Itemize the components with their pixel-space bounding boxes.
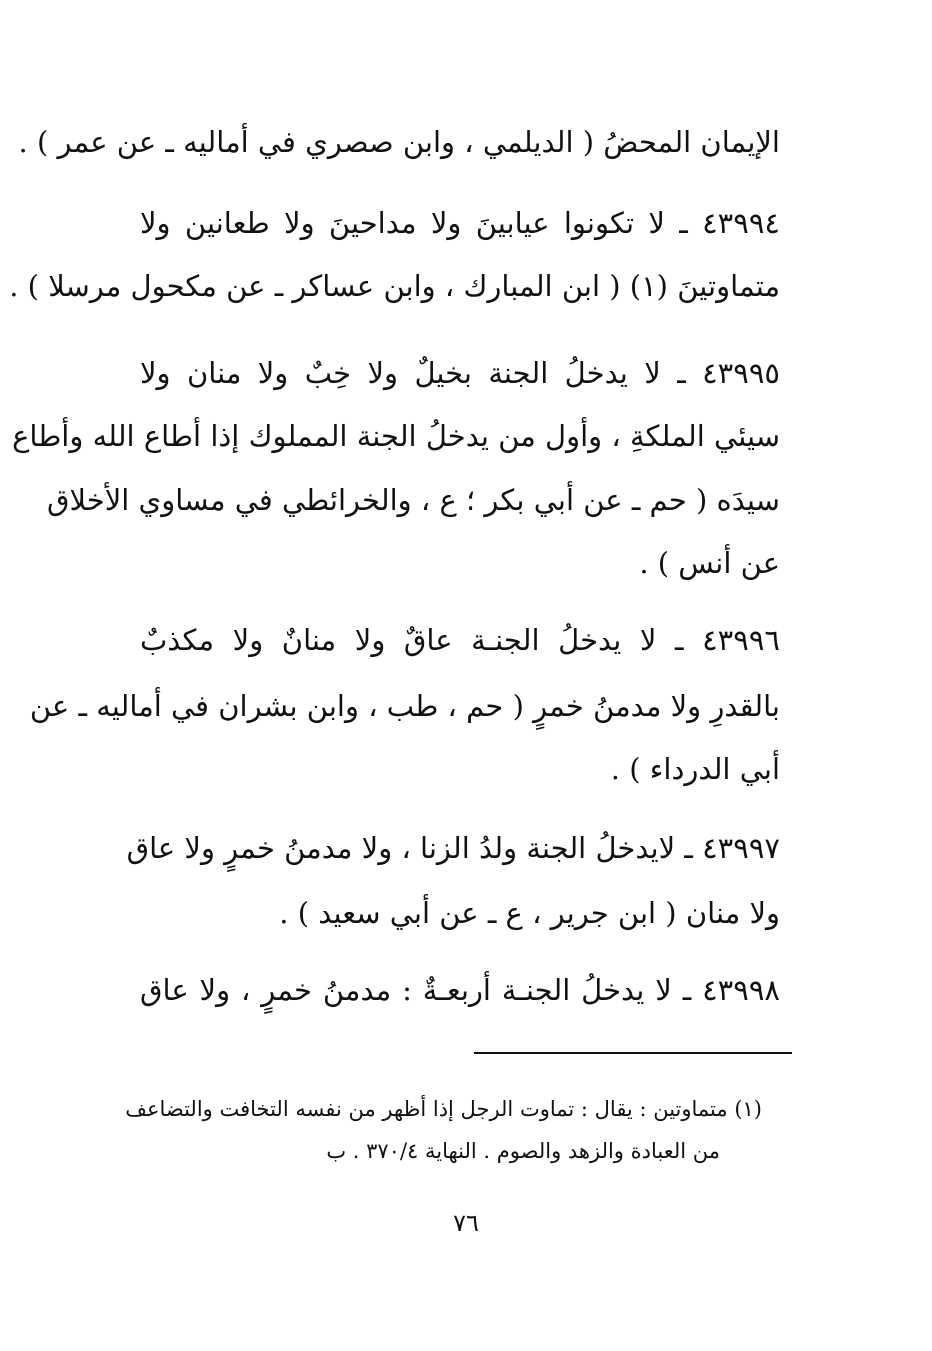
- entry-43998-line-1: ٤٣٩٩٨ ـ لا يدخلُ الجنـة أربعـةٌ : مدمنُ خمرٍ ، ولا عاق: [140, 973, 780, 1007]
- entry-43994-line-2: متماوتينَ (١) ( ابن المبارك ، وابن عساكر ـ عن مكحول مرسلا ) .: [9, 269, 780, 303]
- page-number: ٧٦: [453, 1209, 479, 1237]
- entry-43995-line-1: ٤٣٩٩٥ ـ لا يدخلُ الجنة بخيلٌ ولا خِبٌ ولا منان ولا: [140, 356, 780, 390]
- entry-43996-line-1: ٤٣٩٩٦ ـ لا يدخلُ الجنـة عاقٌ ولا منانٌ ولا مكذبٌ: [140, 623, 780, 657]
- entry-43995-line-3: سيدَه ( حم ـ عن أبي بكر ؛ ع ، والخرائطي في مساوي الأخلاق: [46, 483, 780, 517]
- entry-43995-line-2: سيئي الملكةِ ، وأول من يدخلُ الجنة المملوك إذا أطاع الله وأطاع: [12, 419, 780, 453]
- entry-43997-line-2: ولا منان ( ابن جرير ، ع ـ عن أبي سعيد ) .: [279, 896, 780, 930]
- entry-43996-line-2: بالقدرِ ولا مدمنُ خمرٍ ( حم ، طب ، وابن بشران في أماليه ـ عن: [29, 689, 780, 723]
- entry-43995-line-4: عن أنس ) .: [639, 546, 780, 580]
- entry-43997-line-1: ٤٣٩٩٧ ـ لايدخلُ الجنة ولدُ الزنا ، ولا مدمنُ خمرٍ ولا عاق: [126, 831, 780, 865]
- footnote-divider: [474, 1052, 792, 1054]
- footnote-line-1: (١) متماوتين : يقال : تماوت الرجل إذا أظهر من نفسه التخافت والتضاعف: [125, 1097, 762, 1121]
- entry-43994-line-1: ٤٣٩٩٤ ـ لا تكونوا عيابينَ ولا مداحينَ ولا طعانين ولا: [140, 206, 780, 240]
- continuation-line: الإيمان المحضُ ( الديلمي ، وابن صصري في أماليه ـ عن عمر ) .: [18, 125, 780, 159]
- entry-43996-line-3: أبي الدرداء ) .: [610, 752, 780, 786]
- footnote-line-2: من العبادة والزهد والصوم . النهاية ٣٧٠/٤ . ب: [326, 1139, 720, 1163]
